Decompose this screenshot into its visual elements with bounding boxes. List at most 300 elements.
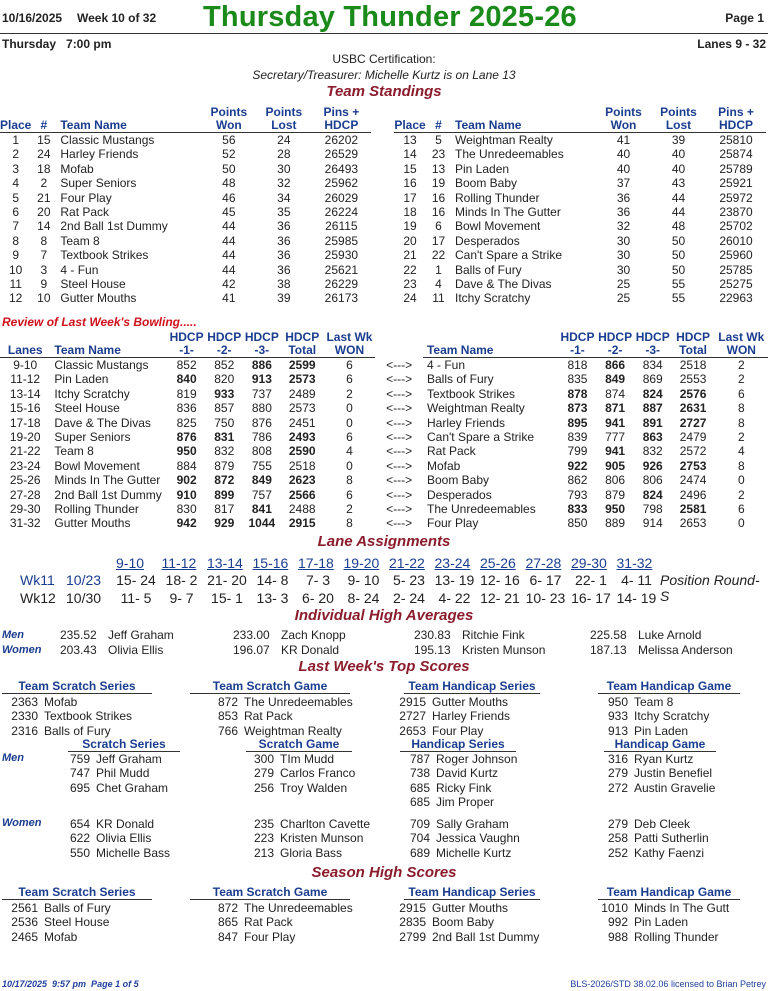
standings-row: [0, 248, 371, 262]
team-number-cell: 24: [37, 147, 51, 162]
review-row: [0, 387, 768, 401]
versus-arrow: <--->: [386, 487, 413, 502]
total-cell: 2573: [288, 401, 316, 416]
team-number-cell: 11: [432, 291, 445, 306]
team-number-cell: 2: [40, 176, 48, 191]
lanes-cell: 27-28: [9, 487, 41, 502]
bowler-name: KR Donald: [281, 643, 340, 657]
points-won-cell: 36: [616, 205, 631, 220]
game2-cell: 879: [605, 487, 626, 502]
total-cell: 2623: [288, 473, 316, 488]
score-name: Boom Baby: [432, 915, 495, 930]
lane-assignments-heading: Lane Assignments: [317, 533, 451, 550]
game2-cell: 832: [214, 444, 235, 459]
game3-cell: 849: [251, 473, 272, 488]
score-name: The Unredeemables: [244, 901, 353, 915]
lane-matchup: 8- 24: [347, 590, 380, 606]
points-lost-cell: 48: [671, 219, 686, 234]
versus-arrow: <--->: [386, 502, 413, 517]
points-won-cell: 42: [222, 277, 236, 292]
lanes-cell: 19-20: [9, 430, 41, 445]
points-lost-cell: 44: [671, 205, 686, 220]
lanes-cell: 23-24: [9, 458, 41, 473]
place-cell: 1: [12, 133, 20, 147]
lane-matchup: 9- 7: [169, 590, 194, 606]
standings-row: [394, 176, 766, 190]
versus-arrow: <--->: [386, 516, 413, 531]
points-won-cell: 41: [222, 291, 236, 306]
header-divider: [0, 33, 768, 34]
col-pins-hdcp: Pins + HDCP: [311, 106, 371, 133]
place-cell: 5: [12, 190, 20, 205]
standings-row: [394, 219, 766, 233]
score-name: Pin Laden: [634, 915, 689, 930]
total-cell: 2581: [679, 502, 707, 517]
total-cell: 2518: [288, 458, 316, 473]
team-name-cell: Rat Pack: [60, 205, 110, 220]
team-name-cell: Balls of Fury: [455, 262, 522, 277]
standings-row: [394, 277, 766, 291]
week-date: 10/30: [66, 590, 102, 606]
team-name-cell: Weightman Realty: [455, 133, 553, 147]
score-name: 2nd Ball 1st Dummy: [432, 929, 540, 944]
review-row: [0, 516, 768, 530]
team-name-cell: Dave & The Divas: [54, 415, 151, 430]
score-name: KR Donald: [96, 817, 155, 831]
team-number-cell: 15: [37, 133, 51, 147]
individual-category-header: Scratch Series: [68, 738, 180, 752]
lane-pair-header: 21-22: [389, 555, 425, 571]
bowler-name: Kristen Munson: [462, 643, 546, 657]
game2-cell: 941: [605, 444, 626, 459]
usbc-certification: USBC Certification:: [332, 52, 436, 66]
lane-matchup: 13- 19: [434, 572, 475, 588]
lanes-range: Lanes 9 - 32: [697, 37, 766, 51]
versus-arrow: <--->: [386, 357, 413, 372]
game1-cell: 840: [176, 372, 197, 387]
points-won-cell: 30: [616, 233, 631, 248]
team-name-cell: Minds In The Gutter: [54, 473, 161, 488]
team-name-cell: Weightman Realty: [426, 401, 525, 416]
points-won-cell: 46: [222, 190, 236, 205]
standings-row: [0, 147, 371, 161]
pins-hdcp-cell: 26115: [325, 219, 358, 234]
team-name-cell: Rat Pack: [426, 444, 476, 459]
standings-row: [0, 162, 371, 176]
score-name: The Unredeemables: [244, 695, 353, 709]
score-name: Michelle Bass: [96, 845, 171, 860]
score-value: 689: [409, 845, 430, 860]
pins-hdcp-cell: 26493: [324, 161, 359, 176]
week-note: Position Round- S: [660, 572, 760, 604]
score-value: 738: [409, 766, 430, 781]
team-number-cell: 16: [431, 190, 446, 205]
team-name-cell: Team 8: [54, 444, 94, 459]
game1-cell: 825: [176, 415, 197, 430]
place-cell: 12: [9, 291, 23, 306]
won-cell: 0: [737, 516, 745, 531]
team-name-cell: Pin Laden: [455, 161, 510, 176]
standings-row: [0, 234, 371, 248]
game3-cell: 926: [642, 458, 663, 473]
points-lost-cell: 50: [671, 262, 686, 277]
game1-cell: 878: [567, 386, 588, 401]
score-value: 279: [253, 766, 274, 781]
score-value: 2653: [399, 723, 426, 738]
average-value: 187.13: [590, 643, 627, 657]
average-value: 225.58: [590, 628, 627, 642]
score-name: Sally Graham: [436, 817, 509, 831]
place-cell: 15: [403, 161, 417, 176]
col-total: HDCP Total: [672, 331, 715, 358]
team-name-cell: Boom Baby: [426, 473, 490, 488]
lane-matchup: 12- 21: [480, 590, 520, 606]
score-value: 316: [607, 752, 628, 766]
total-cell: 2553: [679, 372, 707, 387]
lane-matchup: 6- 17: [529, 572, 562, 588]
score-value: 622: [69, 831, 90, 846]
score-value: 2363: [11, 695, 38, 709]
score-name: Charlton Cavette: [280, 817, 371, 831]
category-header: Team Handicap Series: [404, 886, 540, 900]
pins-hdcp-cell: 25810: [719, 133, 753, 147]
won-cell: 2: [737, 487, 745, 502]
total-cell: 2653: [679, 516, 707, 531]
score-name: Team 8: [634, 695, 674, 709]
score-value: 704: [409, 831, 430, 846]
report-date: 10/16/2025: [2, 11, 63, 25]
score-value: 213: [253, 845, 274, 860]
score-value: 865: [217, 915, 238, 930]
team-name-cell: Rolling Thunder: [54, 502, 139, 517]
score-value: 550: [69, 845, 90, 860]
game3-cell: 863: [642, 430, 663, 445]
score-name: David Kurtz: [436, 766, 499, 781]
game1-cell: 819: [176, 386, 197, 401]
points-lost-cell: 40: [671, 161, 686, 176]
versus-arrow: <--->: [386, 386, 413, 401]
team-number-cell: 18: [37, 161, 51, 176]
pins-hdcp-cell: 25789: [719, 161, 753, 176]
game2-cell: 852: [214, 358, 235, 372]
average-value: 235.52: [60, 628, 97, 642]
game1-cell: 902: [176, 473, 197, 488]
score-name: Gloria Bass: [280, 845, 343, 860]
score-value: 252: [607, 845, 628, 860]
place-cell: 20: [403, 233, 417, 248]
pins-hdcp-cell: 26229: [324, 277, 359, 292]
team-name-cell: 4 - Fun: [426, 358, 465, 372]
team-name-cell: Steel House: [60, 277, 126, 292]
total-cell: 2474: [679, 473, 707, 488]
points-won-cell: 44: [222, 248, 236, 263]
season-high-heading: Season High Scores: [311, 864, 457, 881]
lane-matchup: 7- 3: [305, 572, 331, 588]
page-number: Page 1: [725, 11, 764, 25]
won-cell: 8: [346, 516, 353, 531]
standings-row: [0, 263, 371, 277]
footer-license: BLS-2026/STD 38.02.06 licensed to Brian Petrey: [570, 979, 766, 989]
bowler-name: Ritchie Fink: [462, 628, 525, 642]
review-row: [0, 416, 768, 430]
team-number-cell: 17: [431, 233, 446, 248]
game2-cell: 806: [605, 473, 626, 488]
total-cell: 2590: [288, 444, 316, 459]
score-value: 853: [217, 709, 238, 724]
review-table: [0, 331, 768, 531]
points-lost-cell: 55: [671, 277, 686, 292]
bowler-name: Melissa Anderson: [638, 643, 733, 657]
col-game1: HDCP -1-: [169, 330, 204, 357]
bowler-name: Olivia Ellis: [108, 643, 164, 657]
points-lost-cell: 30: [277, 161, 291, 176]
standings-row: [394, 147, 766, 161]
score-value: 950: [607, 695, 628, 709]
standings-row: [394, 191, 766, 205]
team-name-cell: Harley Friends: [426, 415, 506, 430]
week-label: Wk11: [20, 572, 55, 588]
lane-matchup: 10- 23: [525, 590, 566, 606]
game1-cell: 862: [567, 473, 588, 488]
lanes-cell: 9-10: [13, 358, 38, 372]
points-won-cell: 44: [222, 219, 236, 234]
team-name-cell: Harley Friends: [60, 147, 139, 162]
score-value: 2330: [11, 709, 38, 724]
score-value: 256: [253, 780, 274, 795]
total-cell: 2915: [288, 516, 316, 531]
team-number-cell: 3: [40, 262, 48, 277]
points-lost-cell: 44: [671, 190, 686, 205]
review-row: [0, 372, 768, 386]
game3-cell: 869: [642, 372, 663, 387]
top-scores-heading: Last Week's Top Scores: [298, 658, 470, 675]
team-number-cell: 5: [435, 133, 442, 147]
col-number: #: [31, 106, 56, 133]
average-value: 203.43: [60, 643, 97, 657]
place-cell: 17: [403, 190, 417, 205]
team-name-cell: 2nd Ball 1st Dummy: [54, 487, 162, 502]
points-won-cell: 37: [616, 176, 631, 191]
lane-pair-header: 23-24: [434, 555, 471, 571]
standings-row: [0, 277, 371, 291]
game3-cell: 824: [642, 487, 663, 502]
day-time: Thursday 7:00 pm: [2, 37, 112, 51]
col-last-wk-won: Last Wk WON: [324, 331, 375, 358]
game3-cell: 841: [251, 502, 272, 517]
game2-cell: 941: [605, 415, 626, 430]
team-name-cell: Can't Spare a Strike: [455, 248, 563, 263]
pins-hdcp-cell: 25972: [719, 190, 753, 205]
lane-matchup: 14- 19: [616, 590, 657, 606]
points-won-cell: 44: [222, 233, 236, 248]
game3-cell: 832: [642, 444, 663, 459]
team-name-cell: Boom Baby: [455, 176, 518, 191]
game1-cell: 850: [567, 516, 588, 531]
place-cell: 3: [12, 161, 20, 176]
pins-hdcp-cell: 26224: [324, 205, 359, 220]
total-cell: 2493: [288, 430, 316, 445]
pins-hdcp-cell: 25921: [719, 176, 753, 191]
won-cell: 0: [346, 401, 353, 416]
score-value: 1010: [601, 901, 628, 915]
points-lost-cell: 36: [277, 262, 291, 277]
review-row: [0, 488, 768, 502]
secretary-note: Secretary/Treasurer: Michelle Kurtz is on Lane 13: [252, 68, 516, 82]
score-value: 2561: [11, 901, 38, 915]
review-row: [0, 459, 768, 473]
points-lost-cell: 35: [277, 205, 291, 220]
place-cell: 7: [12, 219, 20, 234]
lane-pair-header: 11-12: [161, 555, 197, 571]
score-value: 654: [69, 817, 90, 831]
averages-women-label: Women: [2, 644, 42, 656]
game1-cell: 836: [176, 401, 197, 416]
points-won-cell: 50: [222, 161, 236, 176]
team-number-cell: 1: [435, 262, 442, 277]
points-won-cell: 52: [222, 147, 236, 162]
won-cell: 2: [737, 372, 745, 387]
pins-hdcp-cell: 26529: [324, 147, 359, 162]
game3-cell: 1044: [248, 516, 276, 531]
team-name-cell: Itchy Scratchy: [455, 291, 531, 306]
won-cell: 0: [737, 473, 745, 488]
standings-row: [0, 291, 371, 305]
game3-cell: 786: [251, 430, 272, 445]
category-header: Team Scratch Game: [190, 680, 350, 694]
versus-arrow: <--->: [386, 415, 413, 430]
score-name: Textbook Strikes: [44, 709, 133, 724]
average-value: 230.83: [414, 628, 451, 642]
standings-row: [0, 133, 371, 148]
versus-arrow: <--->: [386, 401, 413, 416]
average-value: 196.07: [233, 643, 270, 657]
score-value: 992: [607, 915, 628, 930]
place-cell: 14: [403, 147, 417, 162]
category-header: Team Handicap Series: [404, 680, 540, 694]
score-name: Roger Johnson: [436, 752, 518, 766]
total-cell: 2572: [679, 444, 707, 459]
pins-hdcp-cell: 26173: [324, 291, 359, 306]
team-name-cell: Super Seniors: [60, 176, 137, 191]
lanes-cell: 15-16: [9, 401, 41, 416]
score-name: Itchy Scratchy: [634, 709, 710, 724]
score-name: Gutter Mouths: [432, 695, 509, 709]
score-value: 2727: [399, 709, 426, 724]
score-value: 272: [607, 780, 628, 795]
total-cell: 2479: [679, 430, 707, 445]
total-cell: 2753: [679, 458, 707, 473]
total-cell: 2566: [288, 487, 316, 502]
team-name-cell: Can't Spare a Strike: [426, 430, 534, 445]
score-value: 787: [409, 752, 430, 766]
won-cell: 6: [737, 502, 745, 517]
pins-hdcp-cell: 26010: [719, 233, 753, 248]
score-name: Troy Walden: [280, 780, 348, 795]
pins-hdcp-cell: 25275: [719, 277, 753, 292]
points-lost-cell: 50: [671, 233, 686, 248]
lanes-cell: 29-30: [9, 502, 41, 517]
won-cell: 2: [346, 386, 353, 401]
footer-timestamp: 10/17/2025 9:57 pm Page 1 of 5: [2, 979, 139, 989]
team-name-cell: Bowl Movement: [455, 219, 541, 234]
score-name: Mofab: [44, 929, 78, 944]
pins-hdcp-cell: 26202: [324, 133, 359, 147]
score-value: 709: [409, 817, 430, 831]
score-name: Patti Sutherlin: [634, 831, 709, 846]
won-cell: 8: [346, 473, 353, 488]
points-won-cell: 36: [616, 190, 631, 205]
game3-cell: 887: [642, 401, 663, 416]
total-cell: 2518: [679, 358, 707, 372]
game3-cell: 914: [642, 516, 663, 531]
versus-arrow: <--->: [386, 444, 413, 459]
team-name-cell: Four Play: [60, 190, 112, 205]
standings-table-left: [0, 106, 371, 306]
team-name-cell: Rolling Thunder: [455, 190, 540, 205]
score-name: Austin Gravelie: [634, 780, 716, 795]
total-cell: 2496: [679, 487, 707, 502]
lane-pair-header: 19-20: [343, 555, 380, 571]
score-value: 766: [217, 723, 238, 738]
individual-category-header: Handicap Series: [400, 738, 516, 752]
place-cell: 2: [12, 147, 20, 162]
place-cell: 18: [403, 205, 417, 220]
review-row: [0, 444, 768, 458]
score-value: 685: [409, 795, 430, 810]
points-won-cell: 32: [616, 219, 631, 234]
game1-cell: 910: [176, 487, 197, 502]
game1-cell: 884: [176, 458, 197, 473]
game2-cell: 929: [214, 516, 235, 531]
team-name-cell: Textbook Strikes: [60, 248, 149, 263]
game1-cell: 873: [567, 401, 588, 416]
score-value: 695: [69, 780, 90, 795]
total-cell: 2489: [288, 386, 316, 401]
score-value: 913: [607, 723, 628, 738]
won-cell: 4: [737, 444, 745, 459]
game1-cell: 818: [567, 358, 588, 372]
team-name-cell: Team 8: [60, 233, 100, 248]
lane-matchup: 13- 3: [256, 590, 289, 606]
team-name-cell: Mofab: [60, 161, 94, 176]
pins-hdcp-cell: 22963: [719, 291, 753, 306]
review-row: [0, 473, 768, 487]
game1-cell: 830: [176, 502, 197, 517]
won-cell: 6: [346, 487, 353, 502]
points-won-cell: 40: [616, 147, 631, 162]
total-cell: 2488: [288, 502, 316, 517]
total-cell: 2599: [288, 358, 316, 372]
won-cell: 2: [737, 358, 745, 372]
score-name: Steel House: [44, 915, 110, 930]
pins-hdcp-cell: 25702: [719, 219, 753, 234]
score-value: 279: [607, 766, 628, 781]
col-lanes: Lanes: [0, 331, 50, 358]
team-name-cell: Four Play: [426, 516, 479, 531]
score-value: 2316: [11, 723, 38, 738]
team-name-cell: Classic Mustangs: [54, 358, 149, 372]
averages-men-label: Men: [2, 629, 24, 641]
score-value: 2915: [399, 901, 426, 915]
week-label: Wk12: [20, 590, 56, 606]
score-name: Olivia Ellis: [96, 831, 152, 846]
points-won-cell: 41: [616, 133, 631, 147]
lane-matchup: 4- 11: [621, 572, 652, 588]
score-value: 872: [217, 901, 238, 915]
standings-row: [394, 205, 766, 219]
team-name-cell: Classic Mustangs: [60, 133, 155, 147]
high-averages-heading: Individual High Averages: [294, 607, 474, 624]
